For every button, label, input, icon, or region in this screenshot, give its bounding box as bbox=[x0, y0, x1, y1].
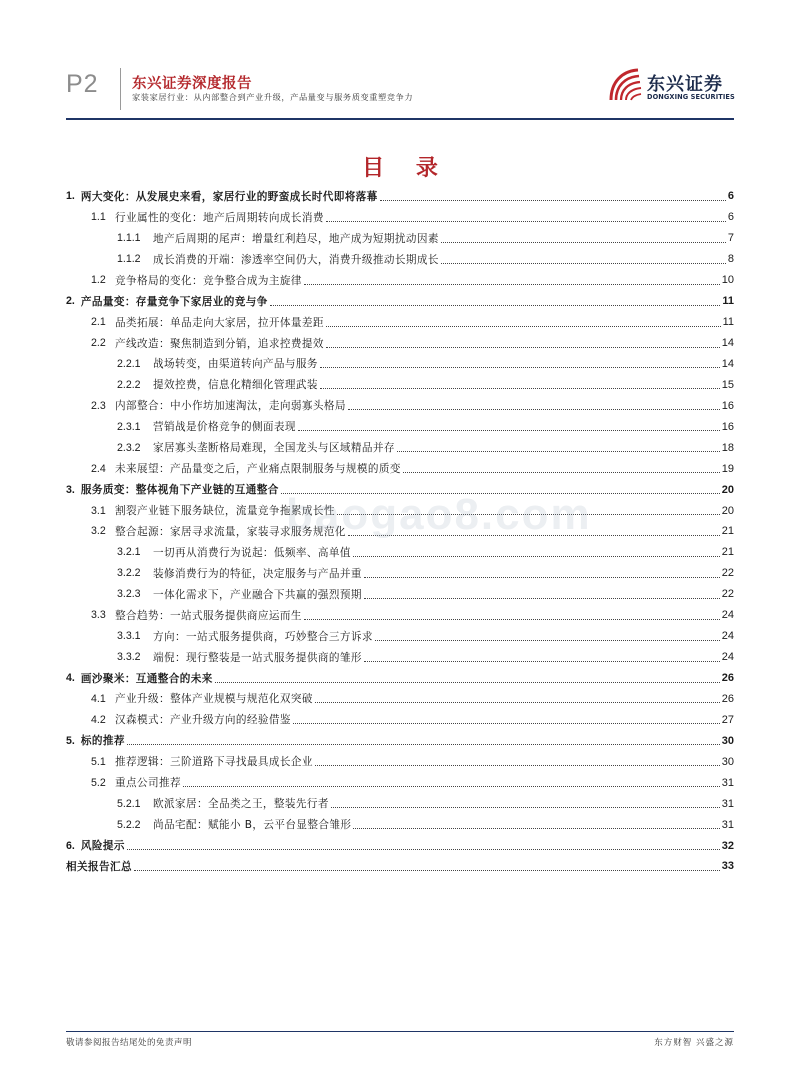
toc-entry[interactable] bbox=[66, 458, 734, 479]
toc-entry-page: 24 bbox=[721, 651, 734, 664]
toc-entry[interactable] bbox=[66, 793, 734, 814]
logo-chinese-name: 东兴证券 bbox=[647, 74, 723, 95]
toc-entry-number: 3.3.2 bbox=[117, 651, 141, 664]
toc-entry-page: 31 bbox=[721, 818, 734, 831]
logo-english-name: DONGXING SECURITIES bbox=[647, 93, 735, 101]
toc-entry-title: 画沙聚米：互通整合的未来 bbox=[80, 672, 213, 685]
toc-entry[interactable] bbox=[66, 584, 734, 605]
watermark bbox=[286, 490, 592, 540]
toc-entry-page: 21 bbox=[721, 546, 734, 559]
toc-entry-number: 4.2 bbox=[91, 713, 106, 726]
toc-entry-number: 3.2.1 bbox=[117, 546, 141, 559]
toc-entry[interactable] bbox=[66, 354, 734, 375]
toc-entry[interactable] bbox=[66, 395, 734, 416]
footer-disclaimer: 敬请参阅报告结尾处的免责声明 bbox=[66, 1038, 193, 1048]
toc-entry-title: 整合起源：家居寻求流量，家装寻求服务规范化 bbox=[115, 525, 346, 538]
toc-dot-leader bbox=[315, 702, 720, 703]
toc-dot-leader bbox=[304, 284, 720, 285]
toc-entry-title: 尚品宅配：赋能小 B，云平台显整合雏形 bbox=[153, 819, 352, 832]
toc-entry-page: 26 bbox=[721, 672, 734, 685]
toc-entry-page: 6 bbox=[727, 211, 734, 224]
toc-entry-number: 5. bbox=[66, 734, 75, 747]
toc-entry-number: 4. bbox=[66, 672, 75, 685]
toc-entry[interactable] bbox=[66, 605, 734, 626]
toc-entry-title: 重点公司推荐 bbox=[115, 777, 181, 790]
toc-entry-title: 推荐逻辑：三阶道路下寻找最具成长企业 bbox=[115, 756, 313, 769]
toc-dot-leader bbox=[320, 388, 720, 389]
toc-entry-page: 22 bbox=[721, 567, 734, 580]
toc-entry-page: 32 bbox=[721, 839, 734, 852]
toc-entry-title: 产线改造：聚焦制造到分销，追求控费提效 bbox=[115, 337, 324, 350]
toc-entry-number: 2.3 bbox=[91, 399, 106, 412]
toc-dot-leader bbox=[375, 640, 720, 641]
toc-entry-page: 6 bbox=[727, 190, 734, 203]
toc-entry-number: 1.1 bbox=[91, 211, 106, 224]
toc-entry-page: 31 bbox=[721, 797, 734, 810]
toc-dot-leader bbox=[326, 326, 721, 327]
toc-entry-number: 2.3.2 bbox=[117, 441, 141, 454]
toc-dot-leader bbox=[353, 556, 720, 557]
toc-entry-title: 方向：一站式服务提供商，巧妙整合三方诉求 bbox=[153, 630, 373, 643]
toc-entry[interactable] bbox=[66, 563, 734, 584]
toc-entry-number: 1.1.2 bbox=[117, 253, 141, 266]
toc-entry[interactable] bbox=[66, 772, 734, 793]
toc-entry-title: 成长消费的开端：渗透率空间仍大，消费升级推动长期成长 bbox=[153, 253, 439, 266]
toc-entry-page: 31 bbox=[721, 776, 734, 789]
toc-entry-number: 2.1 bbox=[91, 316, 106, 329]
toc-dot-leader bbox=[348, 409, 720, 410]
toc-dot-leader bbox=[353, 828, 719, 829]
toc-entry-page: 11 bbox=[722, 316, 734, 329]
toc-entry[interactable] bbox=[66, 312, 734, 333]
toc-entry[interactable] bbox=[66, 709, 734, 730]
toc-entry-number: 2.2.2 bbox=[117, 378, 141, 391]
toc-dot-leader bbox=[315, 765, 720, 766]
footer-slogan: 东方财智 兴盛之源 bbox=[654, 1038, 734, 1048]
toc-entry-title: 品类拓展：单品走向大家居，拉开体量差距 bbox=[115, 316, 324, 329]
page-number: P2 bbox=[66, 70, 99, 98]
toc-dot-leader bbox=[326, 347, 720, 348]
toc-dot-leader bbox=[293, 723, 720, 724]
toc-entry-number: 3.3 bbox=[91, 609, 106, 622]
toc-entry[interactable] bbox=[66, 856, 734, 877]
toc-entry[interactable] bbox=[66, 647, 734, 668]
toc-dot-leader bbox=[127, 849, 720, 850]
toc-entry-title: 标的推荐 bbox=[80, 735, 125, 748]
toc-dot-leader bbox=[215, 682, 720, 683]
toc-dot-leader bbox=[134, 870, 720, 871]
toc-entry-number: 5.1 bbox=[91, 755, 106, 768]
toc-entry-title: 一体化需求下，产业融合下共赢的强烈预期 bbox=[153, 588, 362, 601]
toc-entry-page: 26 bbox=[721, 692, 734, 705]
toc-entry-page: 16 bbox=[721, 399, 734, 412]
toc-entry-number: 2.2.1 bbox=[117, 357, 141, 370]
toc-entry-page: 11 bbox=[722, 295, 734, 308]
toc-entry[interactable] bbox=[66, 249, 734, 270]
toc-entry-title: 风险提示 bbox=[80, 840, 125, 853]
toc-entry-number: 2.3.1 bbox=[117, 420, 141, 433]
toc-entry-number: 2. bbox=[66, 295, 75, 308]
toc-entry-title: 整合趋势：一站式服务提供商应运而生 bbox=[115, 609, 302, 622]
toc-entry-title: 竞争格局的变化：竞争整合成为主旋律 bbox=[115, 274, 302, 287]
toc-entry-number: 5.2.2 bbox=[117, 818, 141, 831]
toc-entry[interactable] bbox=[66, 668, 734, 689]
toc-dot-leader bbox=[127, 744, 720, 745]
toc-dot-leader bbox=[270, 305, 721, 306]
toc-entry-number: 3.2 bbox=[91, 525, 106, 538]
toc-entry-page: 27 bbox=[721, 713, 734, 726]
toc-entry-title: 服务质变：整体视角下产业链的互通整合 bbox=[80, 484, 279, 497]
toc-entry-page: 33 bbox=[721, 860, 734, 873]
toc-entry[interactable] bbox=[66, 207, 734, 228]
toc-entry[interactable] bbox=[66, 228, 734, 249]
toc-dot-leader bbox=[304, 619, 720, 620]
toc-entry-title: 两大变化：从发展史来看，家居行业的野蛮成长时代即将落幕 bbox=[80, 190, 378, 203]
toc-entry[interactable] bbox=[66, 437, 734, 458]
toc-entry-page: 22 bbox=[721, 588, 734, 601]
toc-entry-page: 14 bbox=[721, 357, 734, 370]
toc-entry[interactable] bbox=[66, 689, 734, 710]
toc-entry-title: 汉森模式：产业升级方向的经验借鉴 bbox=[115, 714, 291, 727]
toc-entry-page: 24 bbox=[721, 609, 734, 622]
toc-entry[interactable] bbox=[66, 374, 734, 395]
dongxing-logo bbox=[608, 66, 738, 110]
toc-entry-number: 2.4 bbox=[91, 462, 106, 475]
toc-entry[interactable] bbox=[66, 291, 734, 312]
toc-entry-title: 提效控费，信息化精细化管理武装 bbox=[153, 379, 318, 392]
toc-entry-title: 地产后周期的尾声：增量红利趋尽，地产成为短期扰动因素 bbox=[153, 232, 439, 245]
toc-entry[interactable] bbox=[66, 730, 734, 751]
toc-dot-leader bbox=[183, 786, 720, 787]
toc-entry-number: 3. bbox=[66, 483, 75, 496]
toc-entry-number: 1.1.1 bbox=[117, 232, 141, 245]
toc-entry-title: 欧派家居：全品类之王，整装先行者 bbox=[153, 798, 329, 811]
toc-entry-title: 端倪：现行整装是一站式服务提供商的雏形 bbox=[153, 651, 362, 664]
toc-title: 目 录 bbox=[362, 156, 450, 181]
toc-entry-number: 5.2.1 bbox=[117, 797, 141, 810]
toc-entry[interactable] bbox=[66, 333, 734, 354]
toc-entry-page: 30 bbox=[721, 755, 734, 768]
toc-entry[interactable] bbox=[66, 270, 734, 291]
toc-entry-page: 16 bbox=[721, 420, 734, 433]
toc-dot-leader bbox=[441, 263, 726, 264]
toc-entry-number: 3.2.2 bbox=[117, 567, 141, 580]
toc-entry-number: 4.1 bbox=[91, 692, 106, 705]
toc-entry-page: 8 bbox=[727, 253, 734, 266]
toc-entry-title: 营销战是价格竞争的侧面表现 bbox=[153, 421, 296, 434]
toc-entry-number: 5.2 bbox=[91, 776, 106, 789]
toc-entry-page: 30 bbox=[721, 734, 734, 747]
toc-dot-leader bbox=[364, 577, 720, 578]
toc-entry-page: 14 bbox=[721, 337, 734, 350]
toc-entry-page: 19 bbox=[721, 462, 734, 475]
toc-entry-number: 1. bbox=[66, 190, 75, 203]
toc-entry[interactable] bbox=[66, 835, 734, 856]
toc-entry-page: 7 bbox=[727, 232, 734, 245]
toc-entry-page: 18 bbox=[721, 441, 734, 454]
toc-entry[interactable] bbox=[66, 416, 734, 437]
report-subtitle: 家装家居行业：从内部整合到产业升级，产品量变与服务质变重塑竞争力 bbox=[132, 92, 414, 102]
toc-entry[interactable] bbox=[66, 814, 734, 835]
toc-entry-title: 内部整合：中小作坊加速淘汰，走向弱寡头格局 bbox=[115, 400, 346, 413]
toc-entry[interactable] bbox=[66, 542, 734, 563]
toc-entry-title: 未来展望：产品量变之后，产业痛点限制服务与规模的质变 bbox=[115, 463, 401, 476]
toc-entry-page: 20 bbox=[721, 504, 734, 517]
toc-entry-title: 产业升级：整体产业规模与规范化双突破 bbox=[115, 693, 313, 706]
toc-entry-title: 装修消费行为的特征，决定服务与产品并重 bbox=[153, 567, 362, 580]
toc-dot-leader bbox=[380, 200, 726, 201]
header-divider bbox=[120, 68, 121, 110]
toc-entry[interactable] bbox=[66, 751, 734, 772]
toc-dot-leader bbox=[326, 221, 726, 222]
toc-dot-leader bbox=[331, 807, 720, 808]
toc-entry-page: 10 bbox=[721, 274, 734, 287]
header-rule bbox=[66, 118, 734, 120]
toc-dot-leader bbox=[320, 367, 720, 368]
toc-entry-title: 相关报告汇总 bbox=[66, 860, 132, 873]
report-title: 东兴证券深度报告 bbox=[132, 76, 252, 92]
toc-entry-title: 割裂产业链下服务缺位，流量竞争拖累成长性 bbox=[115, 505, 335, 518]
toc-dot-leader bbox=[298, 430, 720, 431]
toc-entry-page: 15 bbox=[721, 378, 734, 391]
toc-entry-title: 家居寡头垄断格局难现，全国龙头与区域精品并存 bbox=[153, 442, 395, 455]
toc-entry-number: 6. bbox=[66, 839, 75, 852]
toc-entry-number: 1.2 bbox=[91, 274, 106, 287]
toc-entry-page: 20 bbox=[721, 483, 734, 496]
toc-dot-leader bbox=[364, 661, 720, 662]
dongxing-logo-mark-icon bbox=[608, 66, 644, 104]
toc-entry-page: 24 bbox=[721, 630, 734, 643]
toc-entry[interactable] bbox=[66, 626, 734, 647]
toc-entry-page: 21 bbox=[721, 525, 734, 538]
footer-rule bbox=[66, 1031, 734, 1032]
toc-entry-number: 3.2.3 bbox=[117, 588, 141, 601]
watermark-text: baogao8.com bbox=[286, 490, 592, 539]
toc-entry-title: 战场转变，由渠道转向产品与服务 bbox=[153, 358, 318, 371]
toc-entry[interactable] bbox=[66, 186, 734, 207]
toc-dot-leader bbox=[441, 242, 726, 243]
toc-dot-leader bbox=[364, 598, 720, 599]
toc-dot-leader bbox=[403, 472, 720, 473]
toc-entry-title: 一切再从消费行为说起：低频率、高单值 bbox=[153, 546, 351, 559]
toc-entry-number: 3.1 bbox=[91, 504, 106, 517]
toc-entry-title: 行业属性的变化：地产后周期转向成长消费 bbox=[115, 211, 324, 224]
toc-entry-title: 产品量变：存量竞争下家居业的竞与争 bbox=[80, 295, 268, 308]
toc-entry-number: 3.3.1 bbox=[117, 630, 141, 643]
toc-dot-leader bbox=[397, 451, 720, 452]
toc-entry-number: 2.2 bbox=[91, 337, 106, 350]
